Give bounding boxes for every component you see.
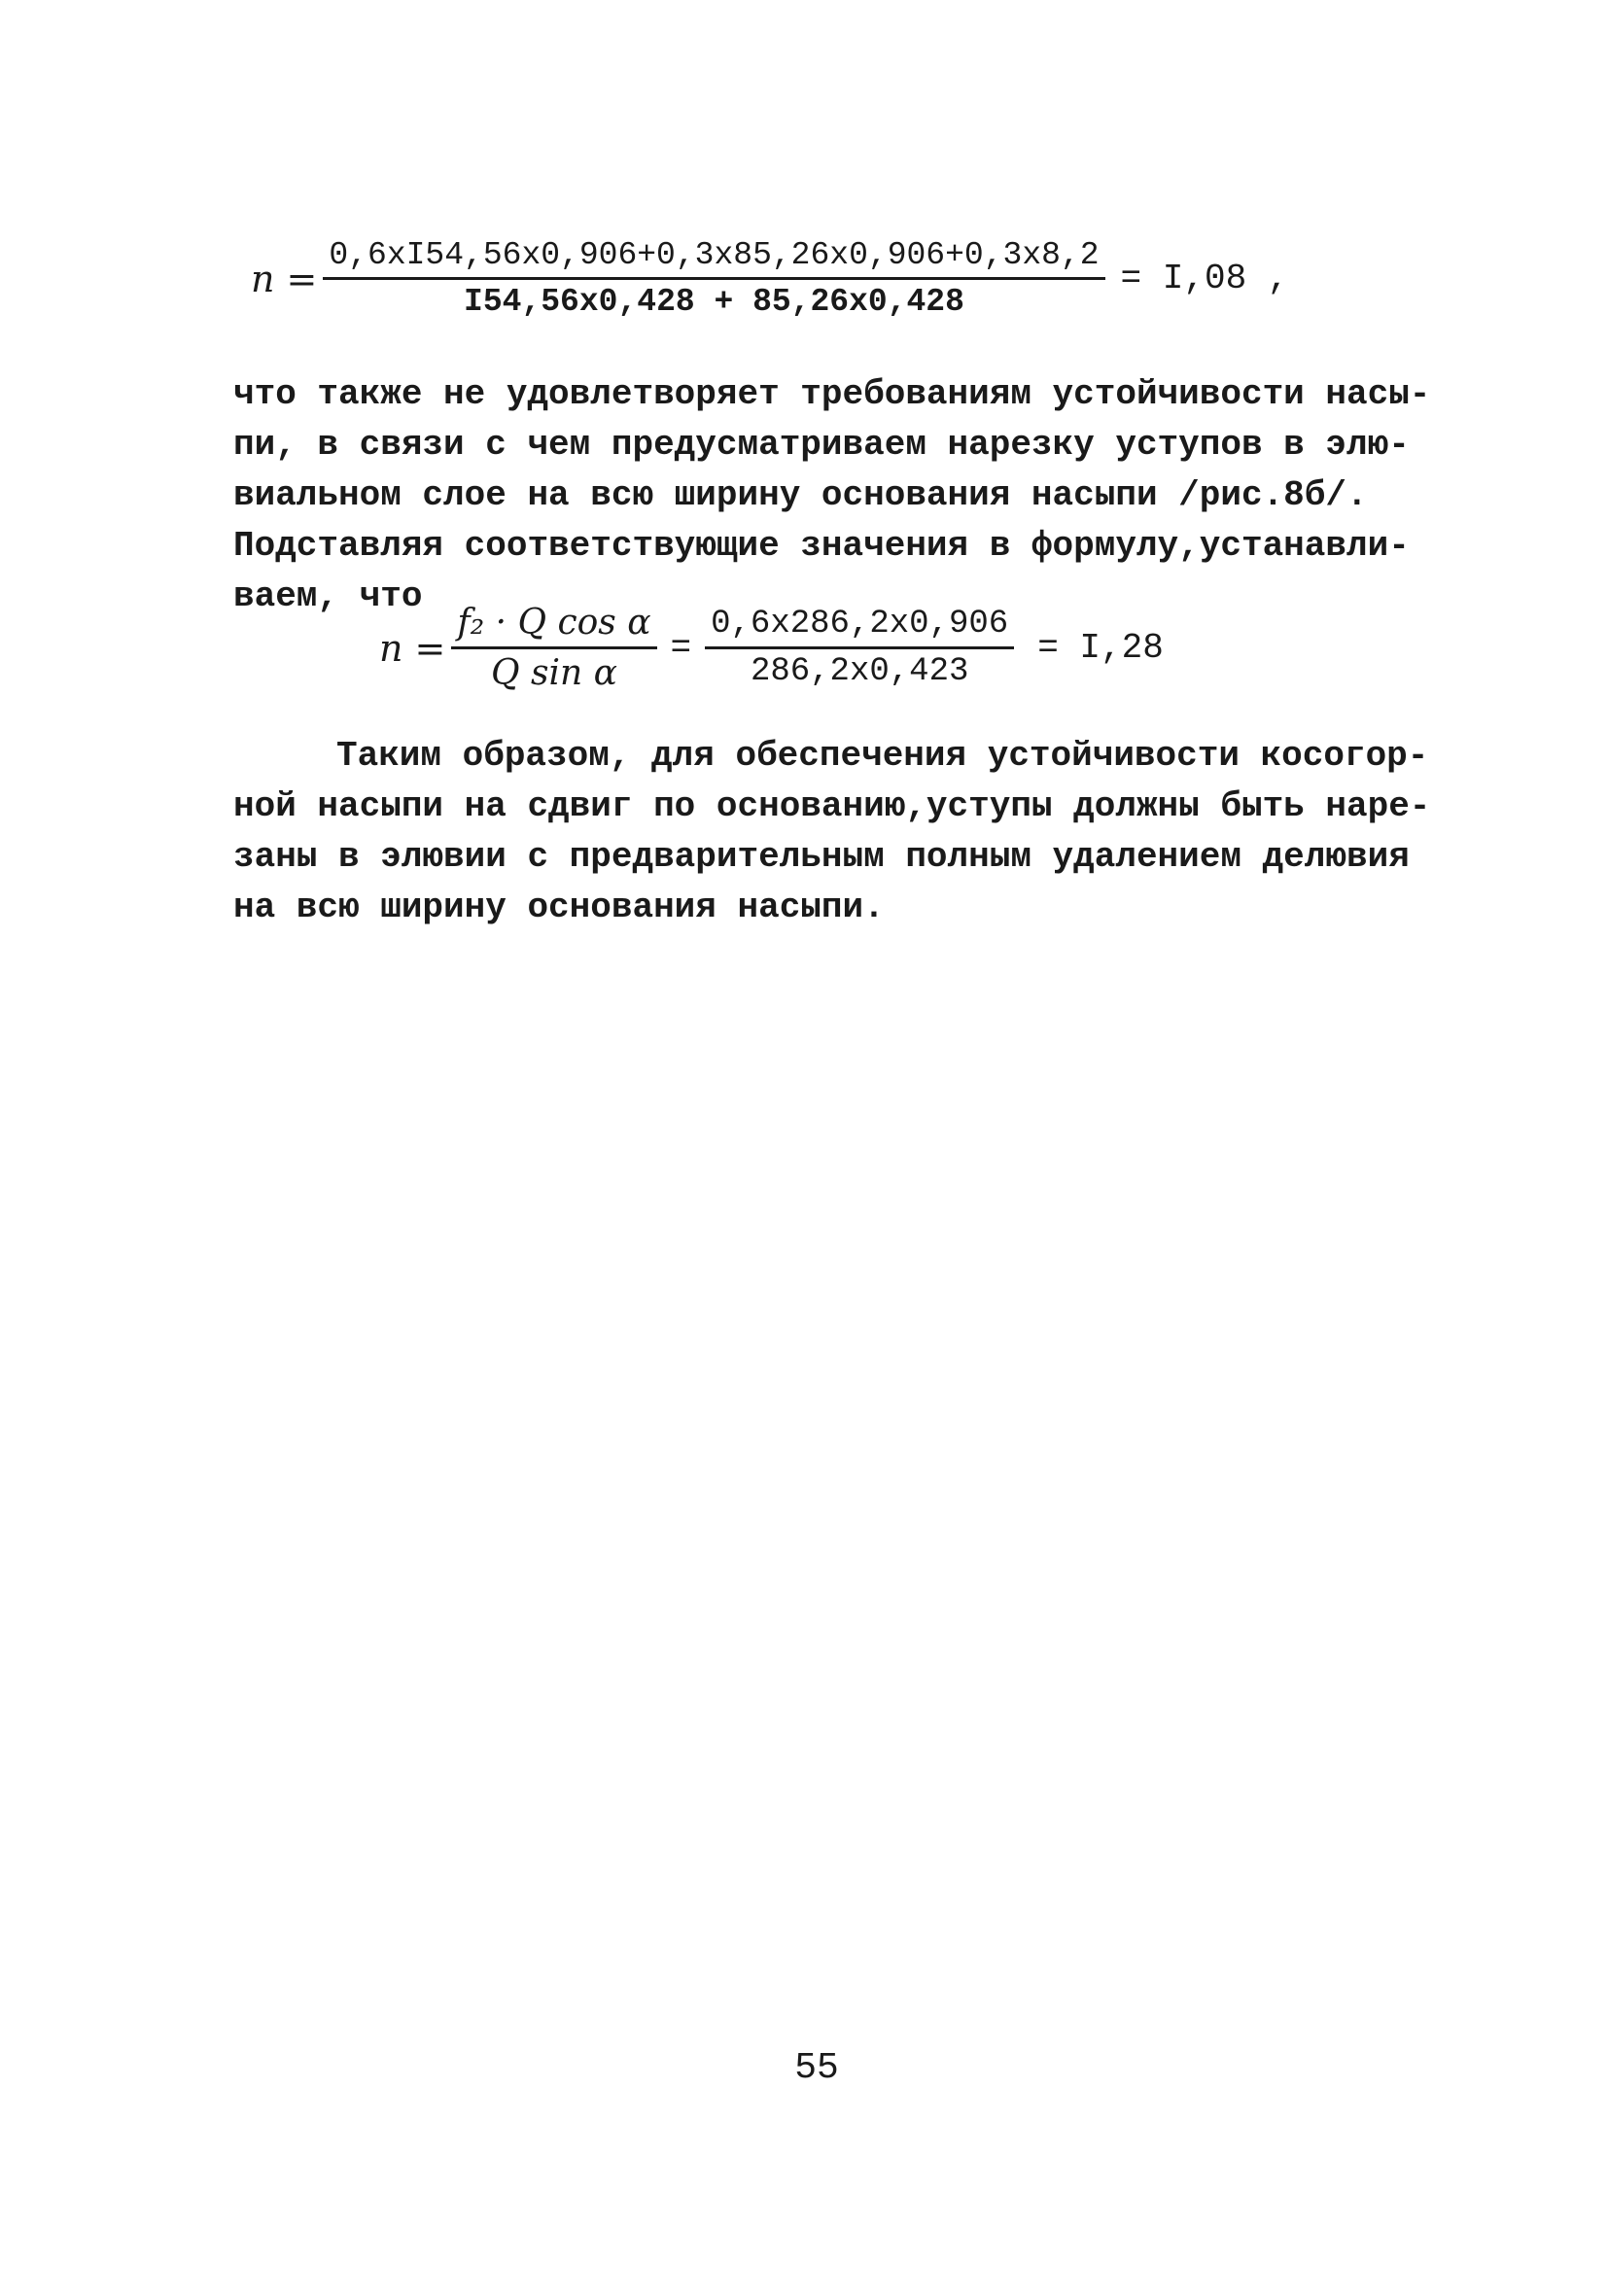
formula-symbolic-numerator: f₂ · Q cos α (451, 603, 656, 649)
formula-stability-1 (251, 237, 1288, 320)
text-line: пи, в связи с чем предусматриваем нарезку уступов в элю- (233, 425, 1410, 465)
formula-numerator: 0,6xI54,56x0,906+0,3x85,26x0,906+0,3x8,2 (323, 237, 1104, 280)
text-line: на всю ширину основания насыпи. (233, 887, 885, 927)
text-line: Таким образом, для обеспечения устойчивости косогор- (336, 736, 1429, 776)
formula-symbolic-denominator: Q sin α (491, 653, 617, 693)
formula-fraction (705, 606, 1014, 690)
paragraph-conclusion (233, 731, 1430, 933)
page-number: 55 (794, 2047, 839, 2089)
formula-stability-2 (379, 603, 1164, 693)
formula-denominator: I54,56x0,428 + 85,26x0,428 (464, 284, 964, 320)
text-line: ваем, что (233, 576, 423, 616)
formula-denominator: 286,2x0,423 (750, 653, 969, 690)
text-line: Подставляя соответствующие значения в формулу,устанавли- (233, 526, 1410, 566)
text-line: что также не удовлетворяет требованиям устойчивости насы- (233, 374, 1431, 414)
formula-numerator: 0,6x286,2x0,906 (705, 606, 1014, 649)
formula-fraction (323, 237, 1104, 320)
formula-symbolic-fraction (451, 603, 656, 693)
formula-variable: n = (379, 626, 446, 670)
formula-variable: n = (251, 257, 318, 300)
formula-result: = I,08 , (1120, 259, 1289, 298)
formula-equals: = (670, 628, 692, 668)
text-line: ной насыпи на сдвиг по основанию,уступы должны быть наре- (233, 786, 1431, 826)
text-line: заны в элювии с предварительным полным удалением делювия (233, 837, 1410, 877)
text-line: виальном слое на всю ширину основания насыпи /рис.8б/. (233, 475, 1368, 515)
paragraph-stability-note (233, 369, 1430, 622)
formula-result: = I,28 (1037, 628, 1164, 668)
